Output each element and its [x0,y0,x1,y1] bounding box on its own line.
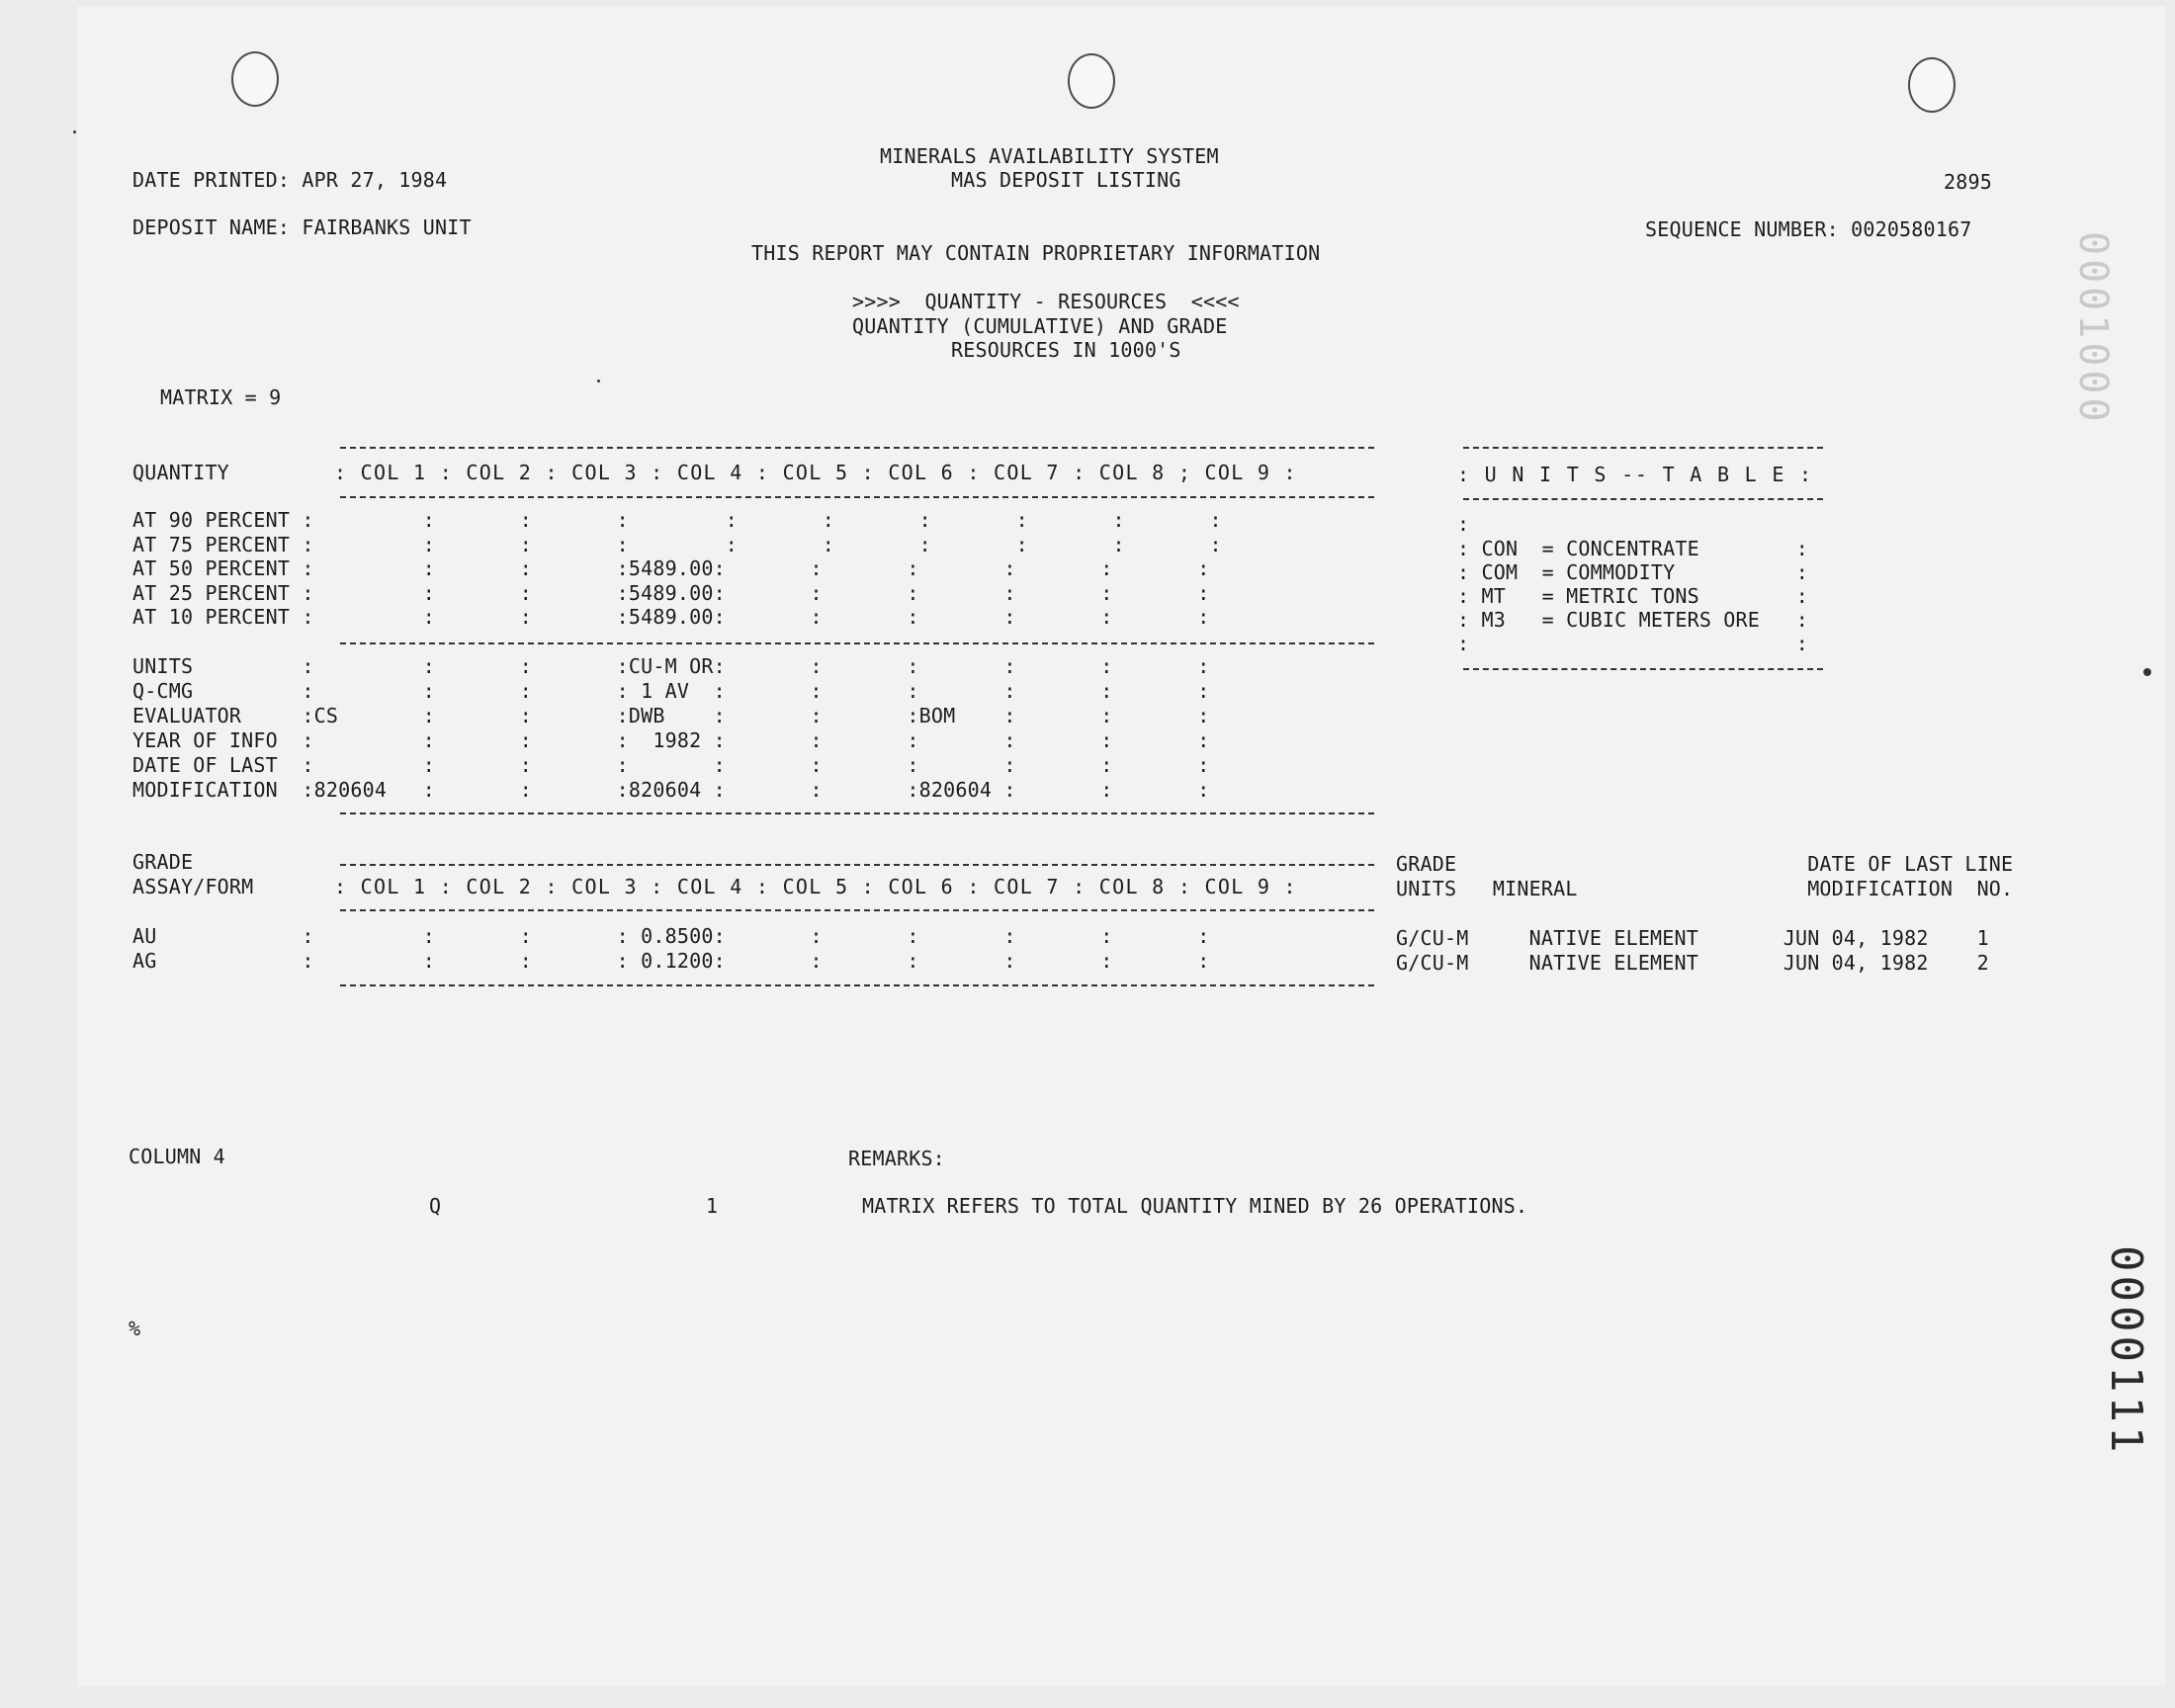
info-row-units: UNITS : : : :CU-M OR: : : : : : [132,654,1210,678]
punch-hole-center [1068,53,1115,109]
section-subtitle: QUANTITY (CUMULATIVE) AND GRADE [852,314,1228,338]
section-units: RESOURCES IN 1000'S [951,338,1181,362]
grade-row-ag-details: G/CU-M NATIVE ELEMENT JUN 04, 1982 2 [1396,951,1989,975]
quantity-header-rule [340,496,1374,498]
info-row-year: YEAR OF INFO : : : : 1982 : : : : : : [132,728,1210,752]
grade-table-top-rule [340,864,1374,866]
deposit-name: DEPOSIT NAME: FAIRBANKS UNIT [132,215,472,239]
ink-speck [2143,668,2151,676]
footer-mark: % [129,1317,141,1340]
quantity-table-top-rule [340,447,1374,449]
proprietary-notice: THIS REPORT MAY CONTAIN PROPRIETARY INFORMATION [751,241,1321,265]
units-table-bottom-rule [1463,668,1823,670]
matrix-label: MATRIX = 9 [160,385,282,409]
grade-row-au: AU : : : : 0.8500: : : : : : [132,924,1210,948]
system-title: MINERALS AVAILABILITY SYSTEM [880,144,1219,168]
ink-speck [597,380,600,383]
remarks-column-label: COLUMN 4 [129,1145,225,1168]
quantity-mid-rule [340,642,1374,644]
grade-header-rule [340,909,1374,911]
quantity-row-25: AT 25 PERCENT : : : :5489.00: : : : : : [132,581,1210,605]
quantity-row-50: AT 50 PERCENT : : : :5489.00: : : : : : [132,556,1210,580]
units-table-title: : U N I T S -- T A B L E : [1457,463,1813,486]
quantity-row-10: AT 10 PERCENT : : : :5489.00: : : : : : [132,605,1210,629]
quantity-label: QUANTITY [132,461,229,484]
remarks-text: MATRIX REFERS TO TOTAL QUANTITY MINED BY 26 OPERATIONS. [862,1194,1528,1218]
units-entry-mt: : MT = METRIC TONS : [1457,584,1808,608]
faint-margin-number: 0001000 [2070,231,2116,426]
info-row-date-of-last: DATE OF LAST : : : : : : : : : : [132,753,1210,777]
grade-row-au-details: G/CU-M NATIVE ELEMENT JUN 04, 1982 1 [1396,926,1989,950]
grade-table-bottom-rule [340,984,1374,986]
assay-form-label: ASSAY/FORM [132,875,254,898]
section-title: >>>> QUANTITY - RESOURCES <<<< [852,290,1240,313]
listing-title: MAS DEPOSIT LISTING [951,168,1181,192]
quantity-bottom-rule [340,812,1374,814]
date-printed: DATE PRINTED: APR 27, 1984 [132,168,448,192]
punch-hole-right [1908,57,1956,113]
remarks-line-number: 1 [706,1194,719,1218]
grade-right-header-1: GRADE DATE OF LAST LINE [1396,852,2014,876]
units-table-top-rule [1463,447,1823,449]
bates-number: 0000111 [2101,1245,2151,1457]
grade-label: GRADE [132,850,194,874]
units-entry-blank-top: : [1457,512,1470,536]
grade-right-header-2: UNITS MINERAL MODIFICATION NO. [1396,877,2014,900]
units-table-header-rule [1463,498,1823,500]
remarks-code: Q [429,1194,442,1218]
ink-speck [73,130,76,133]
sequence-number: SEQUENCE NUMBER: 0020580167 [1645,217,1972,241]
units-entry-blank-bottom: : : [1457,632,1808,655]
quantity-row-90: AT 90 PERCENT : : : : : : : : : : [132,508,1222,532]
quantity-column-header: : COL 1 : COL 2 : COL 3 : COL 4 : COL 5 : COL 6 : COL 7 : COL 8 ; COL 9 : [334,461,1297,484]
info-row-evaluator: EVALUATOR :CS : : :DWB : : :BOM : : : [132,704,1210,727]
quantity-row-75: AT 75 PERCENT : : : : : : : : : : [132,533,1222,556]
units-entry-con: : CON = CONCENTRATE : [1457,537,1808,560]
info-row-modification: MODIFICATION :820604 : : :820604 : : :820604 : : : [132,778,1210,802]
remarks-label: REMARKS: [848,1147,945,1170]
grade-column-header: : COL 1 : COL 2 : COL 3 : COL 4 : COL 5 : COL 6 : COL 7 : COL 8 : COL 9 : [334,875,1297,898]
page-number: 2895 [1944,170,1992,194]
grade-row-ag: AG : : : : 0.1200: : : : : : [132,949,1210,973]
info-row-qcmg: Q-CMG : : : : 1 AV : : : : : : [132,679,1210,703]
units-entry-com: : COM = COMMODITY : [1457,560,1808,584]
units-entry-m3: : M3 = CUBIC METERS ORE : [1457,608,1808,632]
punch-hole-left [231,51,279,107]
